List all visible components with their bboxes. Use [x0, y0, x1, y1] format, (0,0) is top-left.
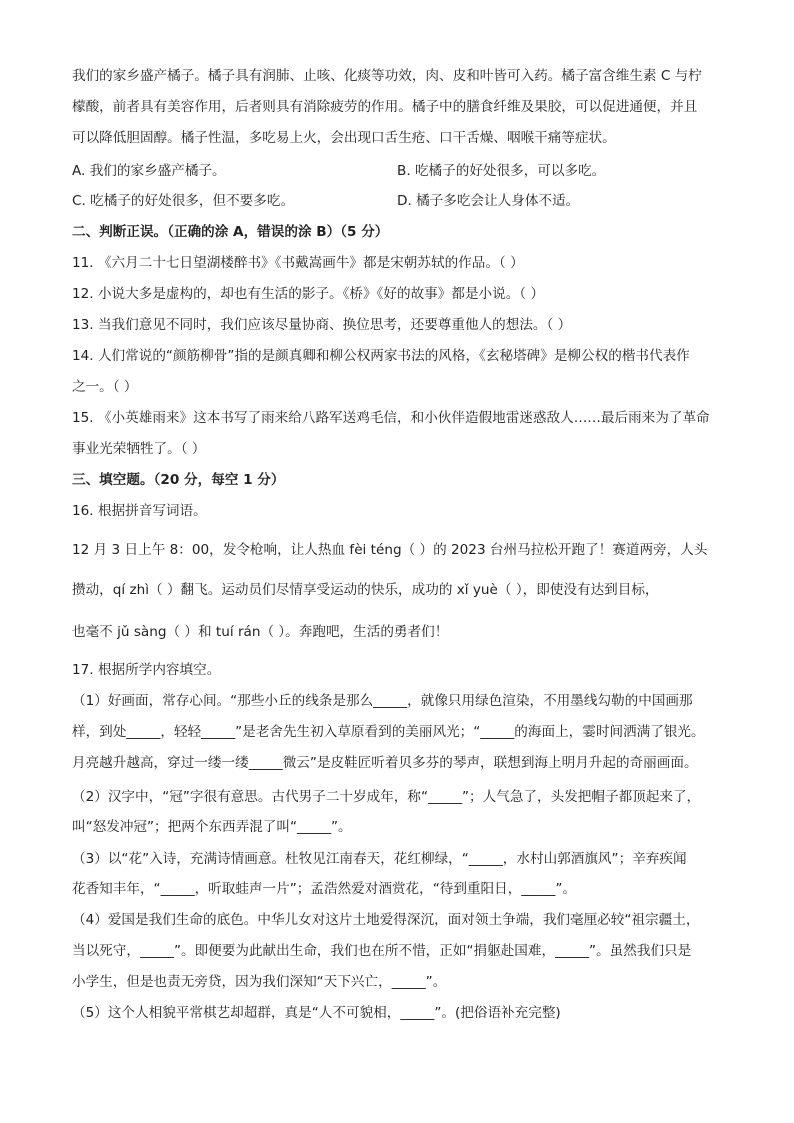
pinyin-paragraph-line-2: 攒动，qí zhì（ ）翻飞。运动员们尽情享受运动的快乐，成功的 xǐ yuè（ ），即使没有达到目标，	[72, 582, 659, 598]
question-15-line-2: 事业光荣牺牲了。（ ）	[72, 441, 206, 457]
pinyin-paragraph-line-3: 也毫不 jǔ sàng（ ）和 tuí rán（ ）。奔跑吧，生活的勇者们！	[72, 624, 449, 640]
question-16: 16. 根据拼音写词语。	[72, 503, 207, 519]
q17-part-2-line-2: 叫“怒发冲冠”；把两个东西弄混了叫“_____”。	[72, 819, 352, 835]
q17-part-2-line-1: （2）汉字中，“冠”字很有意思。古代男子二十岁成年，称“_____”；人气急了，头发把帽子都顶起来了，	[72, 789, 701, 805]
q17-part-5: （5）这个人相貌平常棋艺却超群，真是“人不可貌相，_____”。(把俗语补充完整)	[72, 1005, 561, 1021]
reading-line-2: 檬酸，前者具有美容作用，后者则具有消除疲劳的作用。橘子中的膳食纤维及果胶，可以促进通便，并且	[72, 99, 698, 115]
option-a: A. 我们的家乡盛产橘子。	[72, 163, 226, 179]
question-13: 13. 当我们意见不同时，我们应该尽量协商、换位思考，还要尊重他人的想法。（ ）	[72, 317, 572, 333]
question-15-line-1: 15. 《小英雄雨来》这本书写了雨来给八路军送鸡毛信，和小伙伴造假地雷迷惑敌人……最后雨来为了革命	[72, 410, 710, 426]
reading-line-1: 我们的家乡盛产橘子。橘子具有润肺、止咳、化痰等功效，肉、皮和叶皆可入药。橘子富含维生素 C 与柠	[72, 68, 702, 84]
options-row-1	[72, 161, 722, 181]
q17-part-3-line-2: 花香知丰年，“_____，听取蛙声一片”；孟浩然爱对酒赏花，“待到重阳日，_____”。	[72, 881, 576, 897]
option-d: D. 橘子多吃会让人身体不适。	[397, 193, 580, 209]
options-row-2	[72, 191, 722, 211]
question-14-line-2: 之一。（ ）	[72, 379, 138, 395]
q17-part-3-line-1: （3）以“花”入诗，充满诗情画意。杜牧见江南春天，花红柳绿，“_____，水村山郭酒旗风”；辛弃疾闻	[72, 851, 687, 867]
q17-part-4-line-2: 当以死守，_____”。即便要为此献出生命，我们也在所不惜，正如“捐躯赴国难，_____”。虽然我们只是	[72, 943, 692, 959]
question-12: 12. 小说大多是虚构的，却也有生活的影子。《桥》《好的故事》都是小说。（ ）	[72, 286, 545, 302]
q17-part-1-line-3: 月亮越升越高，穿过一缕一缕_____微云”是皮鞋匠听着贝多芬的琴声，联想到海上明月升起的奇丽画面。	[72, 755, 698, 771]
q17-part-4-line-1: （4）爱国是我们生命的底色。中华儿女对这片土地爱得深沉，面对领土争端，我们毫厘必较“祖宗疆土，	[72, 912, 700, 928]
question-11: 11. 《六月二十七日望湖楼醉书》《书戴嵩画牛》都是宋朝苏轼的作品。（ ）	[72, 255, 524, 271]
q17-part-1-line-2: 样，到处_____，轻轻_____”是老舍先生初入草原看到的美丽风光；“_____的海面上，霎时间洒满了银光。	[72, 724, 705, 740]
q17-part-4-line-3: 小学生，但是也责无旁贷，因为我们深知“天下兴亡，_____”。	[72, 974, 447, 990]
question-17: 17. 根据所学内容填空。	[72, 662, 221, 678]
question-14-line-1: 14. 人们常说的“颜筋柳骨”指的是颜真卿和柳公权两家书法的风格，《玄秘塔碑》是柳公权的楷书代表作	[72, 348, 690, 364]
section-2-heading: 二、判断正误。（正确的涂 A，错误的涂 B）（5 分）	[72, 224, 389, 240]
section-3-heading: 三、填空题。（20 分，每空 1 分）	[72, 472, 285, 488]
q17-part-1-line-1: （1）好画面，常存心间。“那些小丘的线条是那么_____，就像只用绿色渲染，不用墨线勾勒的中国画那	[72, 693, 693, 709]
pinyin-paragraph-line-1: 12 月 3 日上午 8：00，发令枪响，让人热血 fèi téng（ ）的 2023 台州马拉松开跑了！赛道两旁，人头	[72, 542, 708, 558]
option-c: C. 吃橘子的好处很多，但不要多吃。	[72, 193, 295, 209]
reading-line-3: 可以降低胆固醇。橘子性温，多吃易上火，会出现口舌生疮、口干舌燥、咽喉干痛等症状。	[72, 130, 616, 146]
option-b: B. 吃橘子的好处很多，可以多吃。	[397, 163, 606, 179]
